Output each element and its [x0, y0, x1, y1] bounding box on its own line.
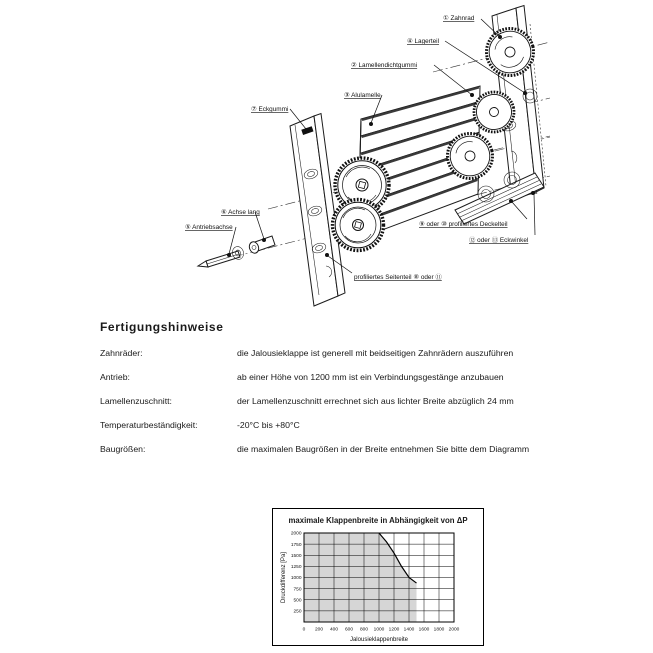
note-value: die maximalen Baugrößen in der Breite entnehmen Sie bitte dem Diagramm — [237, 444, 530, 454]
x-tick-label: 1400 — [403, 627, 415, 633]
x-tick-label: 2000 — [448, 627, 460, 633]
label-lamellendichtgummi: ② Lamellendichtgummi — [351, 62, 418, 69]
note-row — [100, 372, 625, 396]
x-tick-label: 1800 — [433, 627, 445, 633]
label-seitenteil: profiliertes Seitenteil ⑧ oder ⑪ — [354, 274, 442, 281]
label-eckgummi: ⑦ Eckgummi — [251, 106, 289, 113]
y-tick-label: 1500 — [290, 553, 302, 559]
note-row — [100, 348, 625, 372]
chart-plot-area — [278, 529, 478, 643]
label-alulamelle: ③ Alulamelle — [344, 92, 381, 99]
label-lagerteil: ④ Lagerteil — [407, 38, 440, 45]
label-antriebsachse: ⑤ Antriebsachse — [185, 224, 233, 231]
gear-large-2-drawing — [333, 200, 384, 251]
note-row — [100, 420, 625, 444]
y-tick-label: 750 — [293, 587, 302, 593]
note-row — [100, 396, 625, 420]
y-tick-label: 500 — [293, 598, 302, 604]
x-tick-label: 600 — [344, 627, 354, 633]
label-achse-lang: ⑥ Achse lang — [221, 209, 260, 216]
note-value: ab einer Höhe von 1200 mm ist ein Verbindungsgestänge anzubauen — [237, 372, 504, 382]
note-label: Temperaturbeständigkeit: — [100, 420, 198, 430]
label-deckelteil: ⑨ oder ⑩ profiliertes Deckelteil — [419, 221, 508, 228]
note-label: Zahnräder: — [100, 348, 143, 358]
y-tick-label: 1250 — [290, 565, 302, 571]
section-heading: Fertigungshinweise — [100, 320, 224, 334]
x-tick-label: 0 — [302, 627, 306, 633]
x-axis-label: Jalousieklappenbreite — [349, 637, 409, 643]
note-value: der Lamellenzuschnitt errechnet sich aus lichter Breite abzüglich 24 mm — [237, 396, 514, 406]
x-tick-label: 400 — [329, 627, 339, 633]
x-tick-label: 1200 — [388, 627, 400, 633]
klappenbreite-chart — [272, 508, 484, 646]
y-tick-label: 1750 — [290, 542, 302, 548]
note-value: die Jalousieklappe ist generell mit beidseitigen Zahnrädern auszuführen — [237, 348, 514, 358]
chart-title: maximale Klappenbreite in Abhängigkeit von ΔP — [288, 516, 468, 525]
y-tick-label: 250 — [293, 609, 302, 615]
x-tick-label: 1000 — [373, 627, 385, 633]
note-value: -20°C bis +80°C — [237, 420, 300, 430]
x-tick-label: 200 — [314, 627, 324, 633]
exploded-view-diagram — [178, 4, 568, 314]
x-tick-label: 800 — [359, 627, 369, 633]
x-tick-label: 1600 — [418, 627, 430, 633]
label-zahnrad: ① Zahnrad — [443, 15, 475, 22]
note-row — [100, 444, 625, 468]
note-label: Lamellenzuschnitt: — [100, 396, 172, 406]
note-label: Baugrößen: — [100, 444, 146, 454]
fertigungshinweise-section — [100, 320, 625, 468]
y-axis-label: Druckdifferenz [Pa] — [281, 552, 287, 603]
y-tick-label: 2000 — [290, 531, 302, 537]
left-side-panel-drawing — [290, 114, 345, 307]
y-tick-label: 1000 — [290, 576, 302, 582]
label-eckwinkel: ⑫ oder ⑬ Eckwinkel — [469, 237, 529, 244]
note-label: Antrieb: — [100, 372, 130, 382]
